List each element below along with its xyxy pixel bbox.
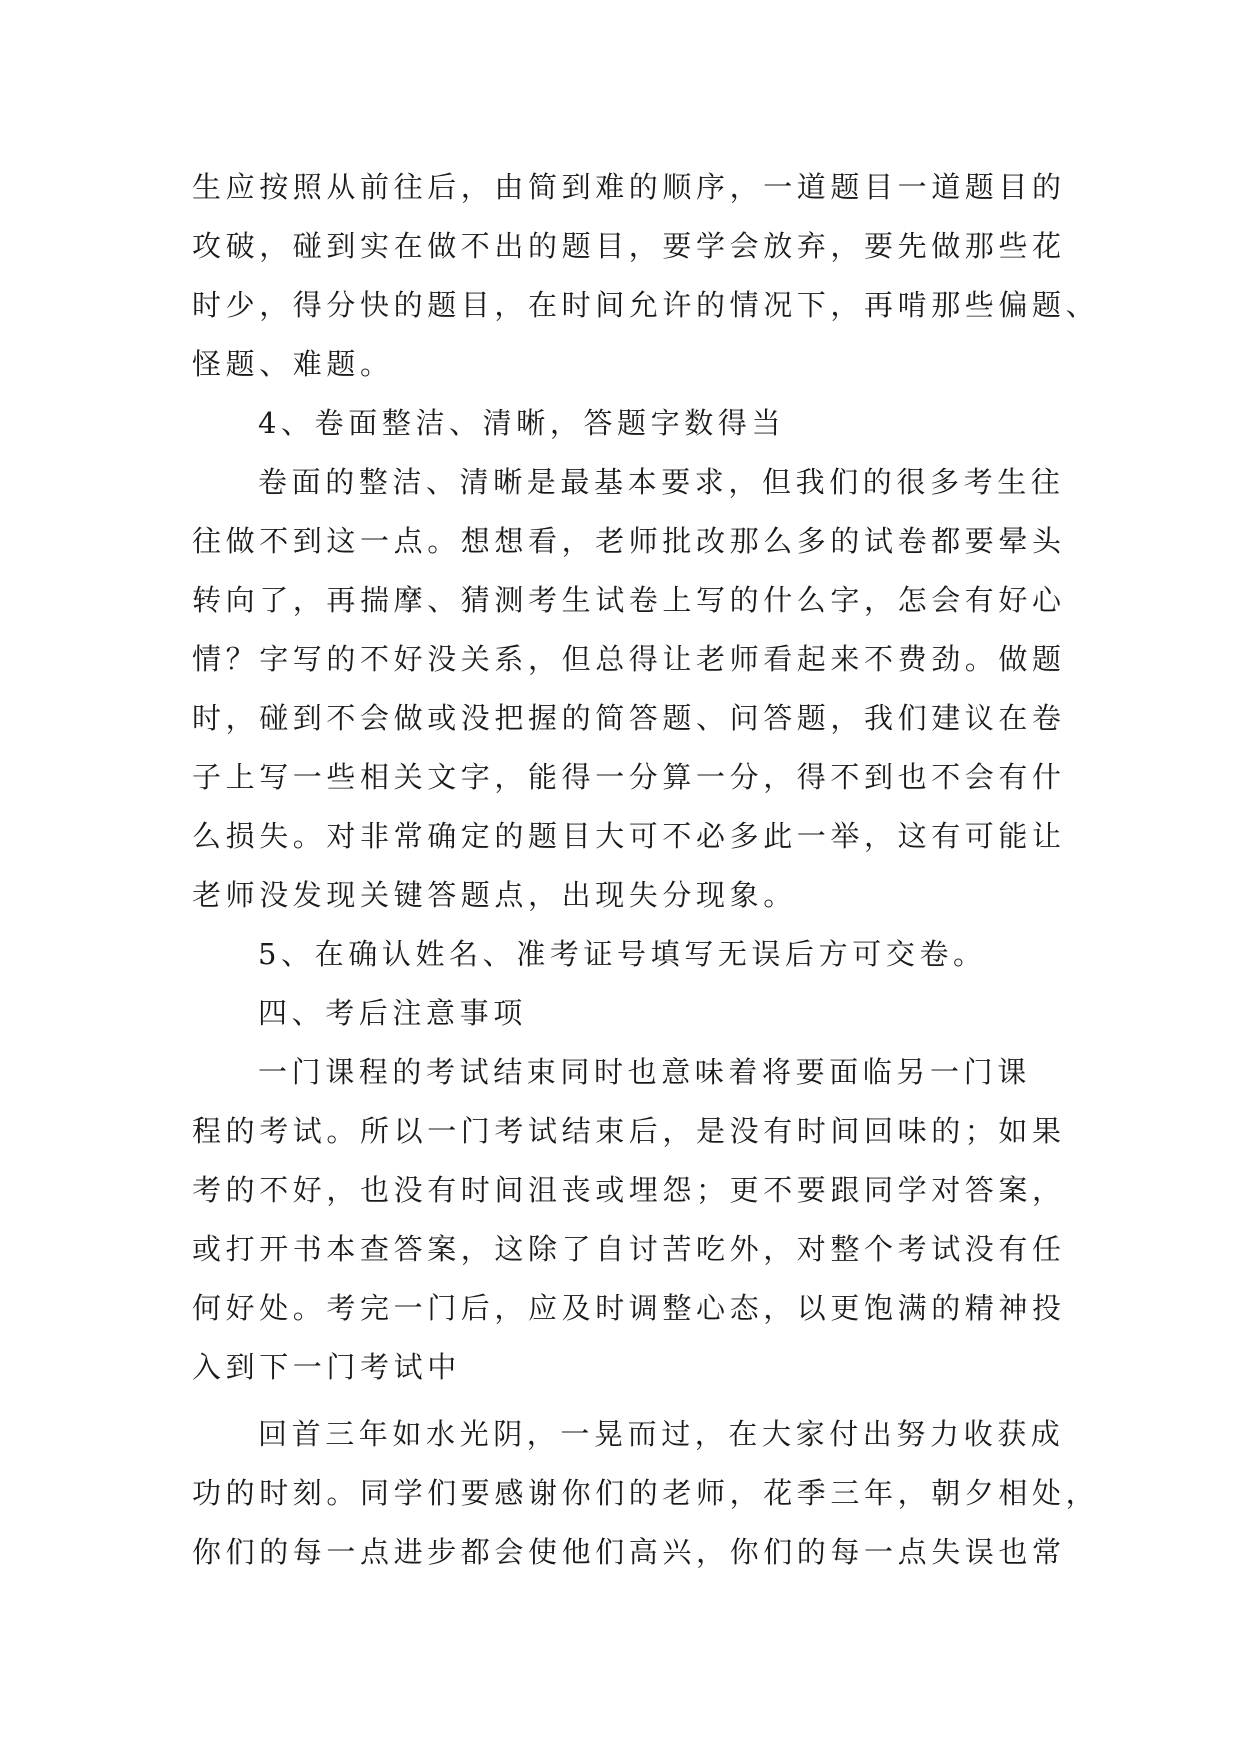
text-line: 卷面的整洁、清晰是最基本要求，但我们的很多考生往: [258, 465, 1065, 499]
section-heading: 4、卷面整洁、清晰，答题字数得当: [258, 406, 786, 440]
text-line: 入到下一门考试中: [192, 1350, 461, 1384]
text-line: 攻破，碰到实在做不出的题目，要学会放弃，要先做那些花: [192, 229, 1066, 263]
text-line: 子上写一些相关文字，能得一分算一分，得不到也不会有什: [192, 760, 1066, 794]
text-line: 考的不好，也没有时间沮丧或埋怨；更不要跟同学对答案，: [192, 1173, 1066, 1207]
section-heading: 5、在确认姓名、准考证号填写无误后方可交卷。: [258, 937, 987, 971]
text-line: 回首三年如水光阴，一晃而过，在大家付出努力收获成: [258, 1417, 1065, 1451]
text-line: 时，碰到不会做或没把握的简答题、问答题，我们建议在卷: [192, 701, 1066, 735]
text-line: 往做不到这一点。想想看，老师批改那么多的试卷都要晕头: [192, 524, 1066, 558]
section-heading: 四、考后注意事项: [258, 996, 527, 1030]
text-line: 老师没发现关键答题点，出现失分现象。: [192, 878, 797, 912]
text-line: 怪题、难题。: [192, 347, 394, 381]
text-line: 程的考试。所以一门考试结束后，是没有时间回味的；如果: [192, 1114, 1066, 1148]
text-line: 你们的每一点进步都会使他们高兴，你们的每一点失误也常: [192, 1535, 1066, 1569]
text-line: 生应按照从前往后，由简到难的顺序，一道题目一道题目的: [192, 170, 1066, 204]
text-line: 何好处。考完一门后，应及时调整心态，以更饱满的精神投: [192, 1291, 1066, 1325]
text-line: 转向了，再揣摩、猜测考生试卷上写的什么字，怎会有好心: [192, 583, 1066, 617]
text-line: 情？字写的不好没关系，但总得让老师看起来不费劲。做题: [192, 642, 1066, 676]
text-line: 或打开书本查答案，这除了自讨苦吃外，对整个考试没有任: [192, 1232, 1066, 1266]
text-line: 功的时刻。同学们要感谢你们的老师，花季三年，朝夕相处，: [192, 1476, 1100, 1510]
text-line: 时少，得分快的题目，在时间允许的情况下，再啃那些偏题、: [192, 288, 1100, 322]
text-line: 么损失。对非常确定的题目大可不必多此一举，这有可能让: [192, 819, 1066, 853]
text-line: 一门课程的考试结束同时也意味着将要面临另一门课: [258, 1055, 1031, 1089]
document-body: [192, 158, 1100, 1582]
